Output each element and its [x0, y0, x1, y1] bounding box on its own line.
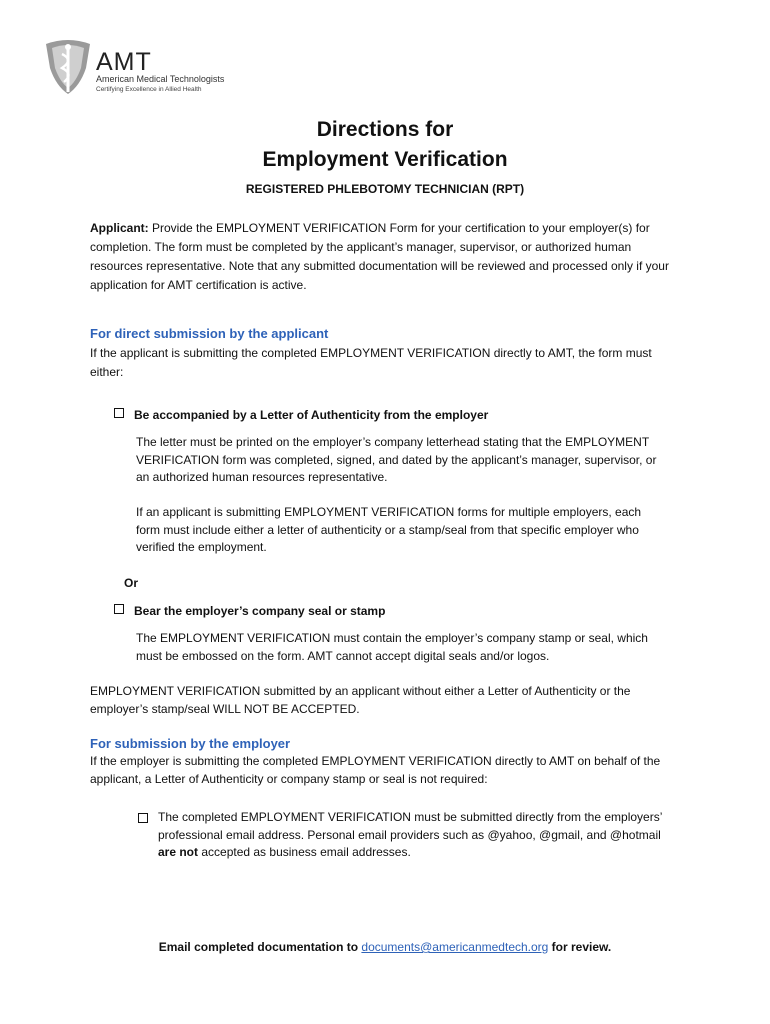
- intro-label: Applicant:: [90, 221, 149, 235]
- direct-submission-text: If the applicant is submitting the completed EMPLOYMENT VERIFICATION directly to AMT, the form must either:: [90, 346, 652, 379]
- page-subtitle: REGISTERED PHLEBOTOMY TECHNICIAN (RPT): [245, 182, 525, 196]
- letter-paragraph-2: If an applicant is submitting EMPLOYMENT VERIFICATION forms for multiple employers, each form must include either a letter of authenticity or a stamp/seal from that specific employer who verified the employment.: [136, 505, 642, 554]
- employer-email-text-c: accepted as business email addresses.: [198, 845, 411, 859]
- footer-prefix: Email completed documentation to: [158, 940, 362, 954]
- intro-text: Provide the EMPLOYMENT VERIFICATION Form for your certification to your employer(s) for completion. The form must be completed by the applicant’s manager, supervisor, or authorized human resources representative. Note that any submitted documentation will be reviewed and processed only if your application for AMT certification is active.: [90, 221, 669, 292]
- option-letter-label: Be accompanied by a Letter of Authenticity from the employer: [134, 408, 489, 422]
- page-title-line1: Directions for: [316, 118, 454, 141]
- checkbox-icon: [114, 408, 124, 418]
- logo-brand: AMT: [96, 48, 152, 76]
- letter-paragraph-1: The letter must be printed on the employer’s company letterhead stating that the EMPLOYMENT VERIFICATION form was completed, signed, and dated by the applicant’s manager, supervisor, or an authorized human resources representative.: [136, 435, 657, 484]
- employer-email-text-a: The completed EMPLOYMENT VERIFICATION must be submitted directly from the employers’ professional email address. Personal email providers such as @yahoo, @gmail, and @hotmail: [158, 810, 662, 842]
- employer-submission-text: If the employer is submitting the completed EMPLOYMENT VERIFICATION directly to AMT on behalf of the applicant, a Letter of Authenticity or company stamp or seal is not required:: [90, 754, 661, 786]
- seal-paragraph: The EMPLOYMENT VERIFICATION must contain the employer’s company stamp or seal, which must be embossed on the form. AMT cannot accept digital seals and/or logos.: [136, 631, 648, 663]
- documents-email-link[interactable]: documents@americanmedtech.org: [361, 940, 549, 954]
- option-company-seal: [114, 602, 385, 620]
- employer-submission-heading: For submission by the employer: [90, 736, 291, 751]
- direct-submission-heading: For direct submission by the applicant: [90, 326, 329, 341]
- rejection-notice: EMPLOYMENT VERIFICATION submitted by an applicant without either a Letter of Authenticity or the employer’s stamp/seal WILL NOT BE ACCEPTED.: [90, 684, 631, 716]
- caduceus-shield-icon: [42, 38, 94, 96]
- checkbox-icon: [114, 604, 124, 614]
- checkbox-icon: [138, 813, 148, 823]
- employer-email-emphasis: are not: [158, 845, 199, 859]
- page-title-line2: Employment Verification: [262, 148, 508, 171]
- footer-suffix: for review.: [548, 940, 612, 954]
- option-letter-of-authenticity: [114, 406, 488, 424]
- amt-logo: [42, 38, 242, 98]
- intro-paragraph: [90, 219, 680, 295]
- or-separator: Or: [124, 576, 139, 590]
- logo-name: American Medical Technologists: [96, 74, 225, 84]
- logo-tagline: Certifying Excellence in Allied Health: [96, 86, 202, 93]
- option-seal-label: Bear the employer’s company seal or stamp: [134, 604, 386, 618]
- option-employer-email: [138, 809, 678, 862]
- footer-instruction: [0, 940, 770, 954]
